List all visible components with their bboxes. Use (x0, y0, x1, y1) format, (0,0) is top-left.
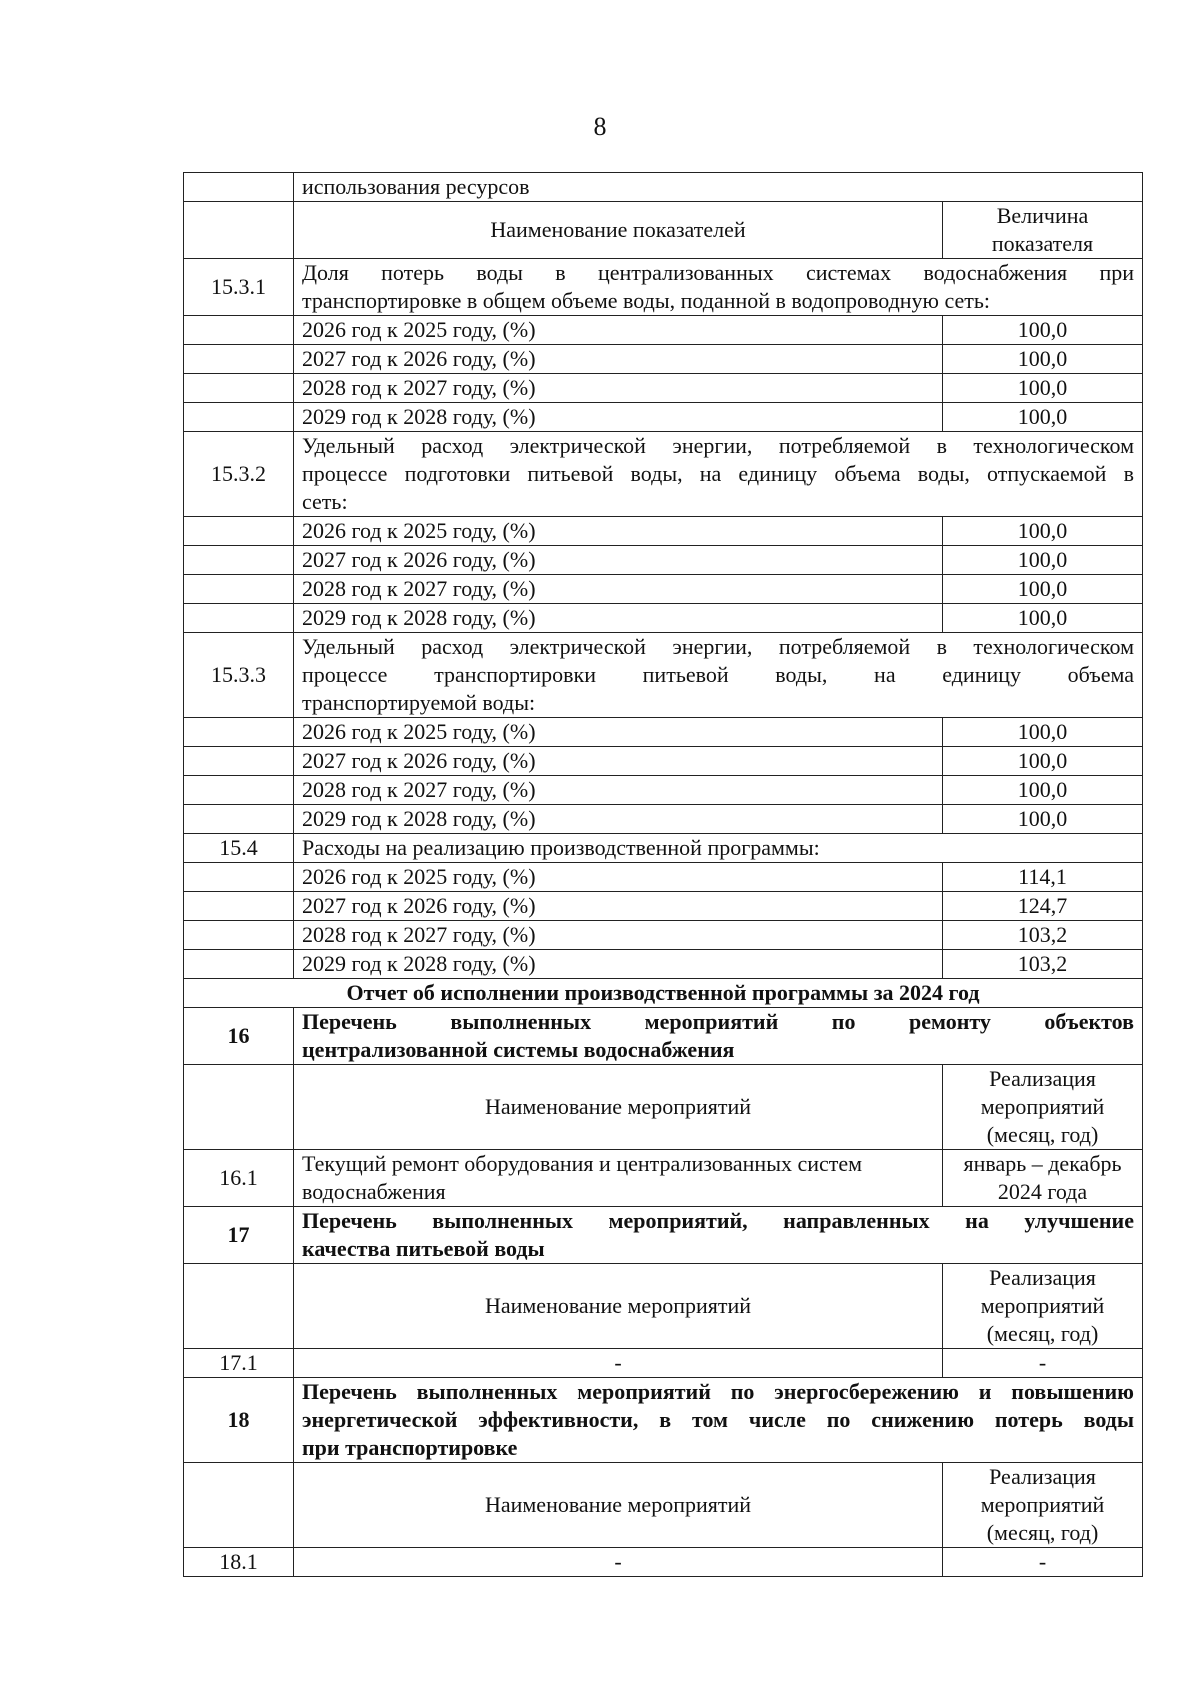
empty-num-cell (184, 345, 294, 374)
indicator-value: 103,2 (943, 950, 1143, 979)
indicator-value: 100,0 (943, 805, 1143, 834)
indicator-period-label: 2028 год к 2027 году, (%) (294, 921, 943, 950)
indicator-period-label: 2027 год к 2026 году, (%) (294, 546, 943, 575)
empty-num-cell (184, 892, 294, 921)
empty-num-cell (184, 575, 294, 604)
text-line: транспортируемой воды: (302, 690, 536, 715)
empty-num-cell (184, 863, 294, 892)
indicator-title (294, 834, 1143, 863)
indicator-period-label: 2028 год к 2027 году, (%) (294, 374, 943, 403)
indicator-number: 15.4 (184, 834, 294, 863)
empty-num-cell (184, 1463, 294, 1548)
indicator-value-row (184, 950, 1143, 979)
empty-num-cell (184, 776, 294, 805)
text-line: Удельный расход электрической энергии, потребляемой в технологическом (302, 433, 1134, 458)
empty-num-cell (184, 173, 294, 202)
empty-num-cell (184, 1065, 294, 1150)
text-line: - (614, 1549, 622, 1574)
indicator-value: 100,0 (943, 403, 1143, 432)
indicator-value: 100,0 (943, 575, 1143, 604)
indicator-period-label: 2026 год к 2025 году, (%) (294, 718, 943, 747)
indicator-title-row (184, 432, 1143, 517)
text-line: транспортировке в общем объеме воды, поданной в водопроводную сеть: (302, 288, 991, 313)
indicator-value-row (184, 316, 1143, 345)
indicator-value-row (184, 517, 1143, 546)
empty-num-cell (184, 604, 294, 633)
text-line: (месяц, год) (986, 1520, 1099, 1545)
section-header-value (943, 1264, 1143, 1349)
empty-num-cell (184, 747, 294, 776)
section-title (294, 1008, 1143, 1065)
empty-num-cell (184, 921, 294, 950)
empty-num-cell (184, 403, 294, 432)
text-line: Реализация (989, 1265, 1096, 1290)
indicator-value: 100,0 (943, 345, 1143, 374)
document-table (183, 172, 1143, 1577)
section-item-value (943, 1349, 1143, 1378)
indicator-value: 103,2 (943, 921, 1143, 950)
indicator-period-label: 2027 год к 2026 году, (%) (294, 345, 943, 374)
indicator-title-row (184, 259, 1143, 316)
text-line: Перечень выполненных мероприятий по ремонту объектов (302, 1009, 1134, 1034)
indicator-period-label: 2029 год к 2028 году, (%) (294, 950, 943, 979)
text-line: Перечень выполненных мероприятий по энергосбережению и повышению (302, 1379, 1134, 1404)
section-number: 17 (184, 1207, 294, 1264)
text-line: Перечень выполненных мероприятий, направленных на улучшение (302, 1208, 1134, 1233)
text-line: Удельный расход электрической энергии, потребляемой в технологическом (302, 634, 1134, 659)
empty-num-cell (184, 517, 294, 546)
indicator-period-label: 2029 год к 2028 году, (%) (294, 805, 943, 834)
section-header-name: Наименование мероприятий (294, 1463, 943, 1548)
text-line: Расходы на реализацию производственной программы: (302, 835, 820, 860)
section-item-name (294, 1548, 943, 1577)
indicator-value-row (184, 374, 1143, 403)
text-line: мероприятий (980, 1492, 1105, 1517)
indicator-period-label: 2026 год к 2025 году, (%) (294, 316, 943, 345)
indicator-value: 100,0 (943, 546, 1143, 575)
text-line: Доля потерь воды в централизованных системах водоснабжения при (302, 260, 1134, 285)
empty-num-cell (184, 202, 294, 259)
section-header-value (943, 1065, 1143, 1150)
empty-num-cell (184, 374, 294, 403)
text-line: Реализация (989, 1464, 1096, 1489)
indicator-value: 114,1 (943, 863, 1143, 892)
indicator-period-label: 2026 год к 2025 году, (%) (294, 517, 943, 546)
section-item-row (184, 1548, 1143, 1577)
section-number: 18 (184, 1378, 294, 1463)
section-item-value (943, 1150, 1143, 1207)
indicator-value: 124,7 (943, 892, 1143, 921)
text-line: процессе транспортировки питьевой воды, на единицу объема (302, 662, 1134, 687)
indicator-period-label: 2029 год к 2028 году, (%) (294, 604, 943, 633)
indicator-title-row (184, 834, 1143, 863)
text-line: (месяц, год) (986, 1321, 1099, 1346)
indicator-number: 15.3.1 (184, 259, 294, 316)
empty-num-cell (184, 316, 294, 345)
report-title: Отчет об исполнении производственной программы за 2024 год (184, 979, 1143, 1008)
indicator-number: 15.3.2 (184, 432, 294, 517)
text-line: централизованной системы водоснабжения (302, 1037, 735, 1062)
section-title-row (184, 1008, 1143, 1065)
indicator-number: 15.3.3 (184, 633, 294, 718)
indicator-value-row (184, 546, 1143, 575)
text-line: мероприятий (980, 1094, 1105, 1119)
text-line: январь – декабрь (963, 1151, 1122, 1176)
section-header-value (943, 1463, 1143, 1548)
section-header-row (184, 1065, 1143, 1150)
top-text-row (184, 173, 1143, 202)
text-line: водоснабжения (302, 1179, 446, 1204)
section-item-name (294, 1349, 943, 1378)
empty-num-cell (184, 950, 294, 979)
section-item-row (184, 1349, 1143, 1378)
text-line: - (1038, 1549, 1047, 1574)
text-line: сеть: (302, 489, 348, 514)
indicator-value-row (184, 805, 1143, 834)
empty-num-cell (184, 718, 294, 747)
section-item-row (184, 1150, 1143, 1207)
indicator-value-row (184, 776, 1143, 805)
indicator-value: 100,0 (943, 776, 1143, 805)
indicator-title (294, 633, 1143, 718)
indicator-value-row (184, 747, 1143, 776)
text-line: - (614, 1350, 622, 1375)
indicator-period-label: 2027 год к 2026 году, (%) (294, 747, 943, 776)
section-title (294, 1378, 1143, 1463)
indicator-value: 100,0 (943, 747, 1143, 776)
indicators-header-value: Величина показателя (943, 202, 1143, 259)
page-number: 8 (593, 112, 607, 141)
text-line: - (1038, 1350, 1047, 1375)
indicator-value-row (184, 921, 1143, 950)
text-line: Реализация (989, 1066, 1096, 1091)
empty-num-cell (184, 805, 294, 834)
section-number: 16 (184, 1008, 294, 1065)
indicator-title-row (184, 633, 1143, 718)
indicator-period-label: 2029 год к 2028 году, (%) (294, 403, 943, 432)
indicator-value-row (184, 718, 1143, 747)
text-line: мероприятий (980, 1293, 1105, 1318)
section-header-row (184, 1463, 1143, 1548)
text-line: (месяц, год) (986, 1122, 1099, 1147)
text-line: при транспортировке (302, 1435, 518, 1460)
text-line: процессе подготовки питьевой воды, на единицу объема воды, отпускаемой в (302, 461, 1134, 486)
indicator-value-row (184, 345, 1143, 374)
section-item-value (943, 1548, 1143, 1577)
text-line: 2024 года (997, 1179, 1088, 1204)
indicator-title (294, 259, 1143, 316)
section-item-number: 16.1 (184, 1150, 294, 1207)
indicator-value: 100,0 (943, 316, 1143, 345)
indicator-value: 100,0 (943, 718, 1143, 747)
indicator-value: 100,0 (943, 604, 1143, 633)
indicator-period-label: 2026 год к 2025 году, (%) (294, 863, 943, 892)
indicator-value: 100,0 (943, 374, 1143, 403)
section-item-number: 17.1 (184, 1349, 294, 1378)
text-line: качества питьевой воды (302, 1236, 545, 1261)
indicator-value-row (184, 892, 1143, 921)
indicator-period-label: 2028 год к 2027 году, (%) (294, 776, 943, 805)
indicator-value-row (184, 575, 1143, 604)
indicator-period-label: 2028 год к 2027 году, (%) (294, 575, 943, 604)
report-title-row (184, 979, 1143, 1008)
section-item-number: 18.1 (184, 1548, 294, 1577)
indicator-value-row (184, 403, 1143, 432)
text-line: энергетической эффективности, в том числе по снижению потерь воды (302, 1407, 1134, 1432)
indicators-header-row (184, 202, 1143, 259)
top-text: использования ресурсов (294, 173, 1143, 202)
text-line: Текущий ремонт оборудования и централизованных систем (302, 1151, 863, 1176)
indicator-value-row (184, 604, 1143, 633)
empty-num-cell (184, 1264, 294, 1349)
section-header-name: Наименование мероприятий (294, 1065, 943, 1150)
indicator-period-label: 2027 год к 2026 году, (%) (294, 892, 943, 921)
section-item-name (294, 1150, 943, 1207)
indicator-value: 100,0 (943, 517, 1143, 546)
empty-num-cell (184, 546, 294, 575)
section-title-row (184, 1378, 1143, 1463)
indicator-value-row (184, 863, 1143, 892)
section-title-row (184, 1207, 1143, 1264)
section-title (294, 1207, 1143, 1264)
section-header-name: Наименование мероприятий (294, 1264, 943, 1349)
indicators-header-name: Наименование показателей (294, 202, 943, 259)
section-header-row (184, 1264, 1143, 1349)
indicator-title (294, 432, 1143, 517)
